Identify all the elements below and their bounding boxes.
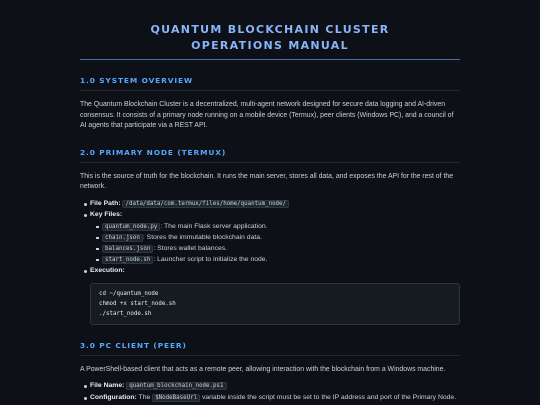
file-name-label: File Name: <box>90 382 125 389</box>
key-file-name: chain.json <box>102 234 143 242</box>
section-divider <box>80 90 460 91</box>
execution-code-block <box>90 283 460 325</box>
list-item-file-name <box>90 381 460 392</box>
code-line: cd ~/quantum_node <box>99 290 159 297</box>
execution-label: Execution: <box>90 267 125 274</box>
pc-client-details-list <box>80 381 460 403</box>
key-files-label: Key Files: <box>90 211 123 218</box>
section-heading: 2.0 PRIMARY NODE (TERMUX) <box>80 147 227 157</box>
file-name-code: quantum_blockchain_node.ps1 <box>126 382 226 390</box>
configuration-text-post: variable inside the script must be set to the IP address and port of the Primary Node. <box>201 393 457 401</box>
configuration-variable-code: $NodeBaseUrl <box>152 394 200 402</box>
list-item-file-path <box>90 199 460 210</box>
section-paragraph: The Quantum Blockchain Cluster is a decentralized, multi-agent network designed for secure data logging and AI-driven consensus. It consists of a primary node running on a mobile device (Termux), peer clients (Windows PC), and a council of AI agents that participate via a REST API. <box>80 101 454 129</box>
code-line: chmod +x start_node.sh <box>99 300 176 307</box>
configuration-text-pre: The <box>138 393 151 401</box>
title-divider <box>80 59 460 60</box>
section-system-overview <box>80 76 460 132</box>
document-title <box>80 22 460 54</box>
key-file-name: start_node.sh <box>102 256 153 264</box>
section-divider <box>80 162 460 163</box>
key-file-name: balances.json <box>102 245 153 253</box>
list-item-configuration <box>90 393 460 404</box>
document-title-line-1: QUANTUM BLOCKCHAIN CLUSTER <box>150 23 390 36</box>
list-item-execution <box>90 266 460 277</box>
key-file-description: : Launcher script to initialize the node. <box>153 255 268 263</box>
section-paragraph: This is the source of truth for the blockchain. It runs the main server, stores all data, and exposes the API for the rest of the network. <box>80 172 454 190</box>
document-title-line-2: OPERATIONS MANUAL <box>191 39 349 52</box>
file-path-label: File Path: <box>90 199 121 207</box>
document-content <box>80 0 460 404</box>
key-file-description: : Stores wallet balances. <box>153 244 228 252</box>
primary-node-details-list <box>80 199 460 277</box>
key-file-description: : Stores the immutable blockchain data. <box>142 233 262 241</box>
key-file-description: : The main Flask server application. <box>160 222 268 230</box>
key-files-list <box>90 222 460 266</box>
key-file-item <box>102 255 460 266</box>
section-heading: 3.0 PC CLIENT (PEER) <box>80 340 187 350</box>
file-path-code: /data/data/com.termux/files/home/quantum_node/ <box>122 200 289 208</box>
key-file-item <box>102 244 460 255</box>
key-file-item <box>102 233 460 244</box>
key-file-item <box>102 222 460 233</box>
list-item-key-files <box>90 210 460 265</box>
code-line: ./start_node.sh <box>99 310 152 317</box>
section-paragraph: A PowerShell-based client that acts as a remote peer, allowing interaction with the blockchain from a Windows machine. <box>80 365 446 373</box>
section-divider <box>80 355 460 356</box>
key-file-name: quantum_node.py <box>102 223 160 231</box>
section-pc-client <box>80 341 460 404</box>
section-heading: 1.0 SYSTEM OVERVIEW <box>80 76 193 85</box>
configuration-label: Configuration: <box>90 393 137 401</box>
section-primary-node <box>80 148 460 325</box>
